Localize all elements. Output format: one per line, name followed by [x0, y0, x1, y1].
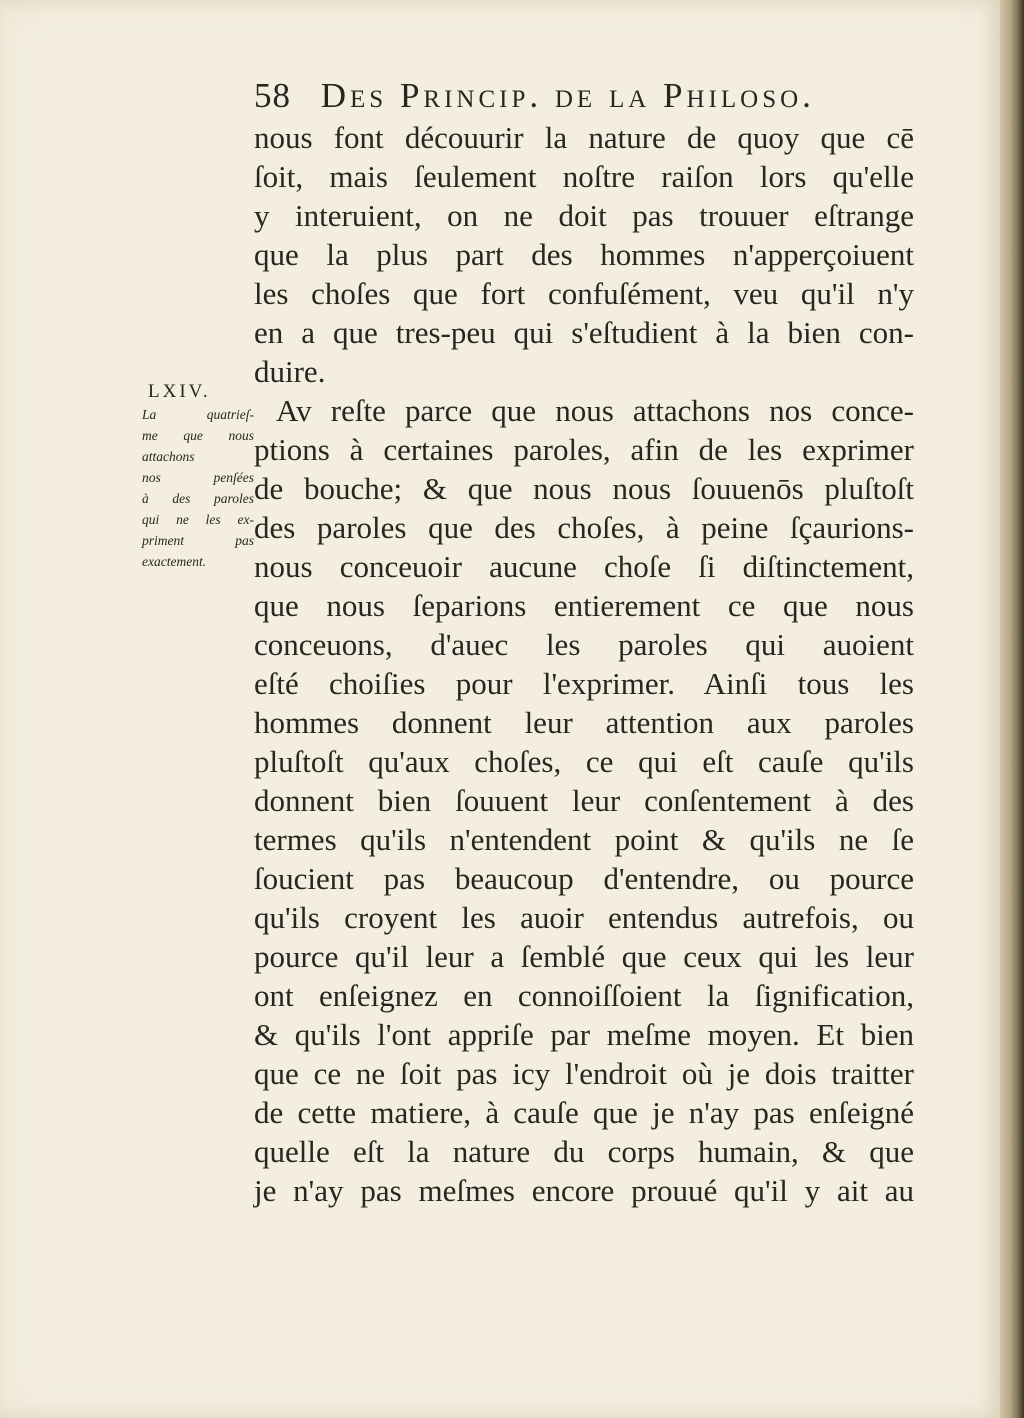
text-line: conceuons, d'auec les paroles qui auoient [254, 627, 914, 662]
text-line: ptions à certaines paroles, afin de les exprimer [254, 432, 914, 467]
text-line: que nous ſeparions entierement ce que nous [254, 588, 914, 623]
body-text [254, 118, 914, 1210]
text-line: je n'ay pas meſmes encore prouué qu'il y ait au [254, 1173, 914, 1208]
text-line: que la plus part des hommes n'apperçoiuent [254, 237, 914, 272]
text-line: nous font découurir la nature de quoy que cē [254, 120, 914, 155]
page-number: 58 [254, 76, 291, 115]
text-line: qu'ils croyent les auoir entendus autrefois, ou [254, 900, 914, 935]
text-line: nous conceuoir aucune choſe ſi diſtinctement, [254, 549, 914, 584]
margin-note-line: priment pas [142, 533, 254, 548]
margin-note-line: nos penſées [142, 470, 254, 485]
page-edge [1000, 0, 1024, 1418]
margin-note-line: à des paroles [142, 491, 254, 506]
text-line: des paroles que des choſes, à peine ſçaurions- [254, 510, 914, 545]
text-line: termes qu'ils n'entendent point & qu'ils ne ſe [254, 822, 914, 857]
text-line: y interuient, on ne doit pas trouuer eſtrange [254, 198, 914, 233]
margin-note-line: exactement. [142, 554, 207, 569]
text-line: en a que tres-peu qui s'eſtudient à la bien con- [254, 315, 914, 350]
margin-note-line: qui ne les ex- [142, 512, 254, 527]
margin-note-line: La quatrieſ- [142, 407, 254, 422]
text-line: ont enſeignez en connoiſſoient la ſignification, [254, 978, 914, 1013]
text-line: les choſes que fort confuſément, veu qu'il n'y [254, 276, 914, 311]
margin-note [142, 380, 254, 572]
text-line: Av reſte parce que nous attachons nos conce- [276, 393, 914, 428]
text-line: quelle eſt la nature du corps humain, & que [254, 1134, 914, 1169]
text-line: & qu'ils l'ont appriſe par meſme moyen. Et bien [254, 1017, 914, 1052]
text-line: que ce ne ſoit pas icy l'endroit où je dois traitter [254, 1056, 914, 1091]
margin-note-line: attachons [142, 449, 195, 464]
text-line: donnent bien ſouuent leur conſentement à des [254, 783, 914, 818]
text-line: de cette matiere, à cauſe que je n'ay pas enſeigné [254, 1095, 914, 1130]
text-line: duire. [254, 354, 326, 389]
text-line: ſoit, mais ſeulement noſtre raiſon lors qu'elle [254, 159, 914, 194]
text-line: de bouche; & que nous nous ſouuenōs pluſtoſt [254, 471, 914, 506]
text-line: hommes donnent leur attention aux paroles [254, 705, 914, 740]
text-line: ſoucient pas beaucoup d'entendre, ou pource [254, 861, 914, 896]
text-line: pluſtoſt qu'aux choſes, ce qui eſt cauſe qu'ils [254, 744, 914, 779]
text-line: pource qu'il leur a ſemblé que ceux qui les leur [254, 939, 914, 974]
running-title: Des Princip. de la Philoso. [320, 76, 815, 115]
text-line: eſté choiſies pour l'exprimer. Ainſi tous les [254, 666, 914, 701]
page-header [254, 76, 894, 122]
margin-note-line: me que nous [142, 428, 254, 443]
article-number: LXIV. [148, 381, 211, 402]
